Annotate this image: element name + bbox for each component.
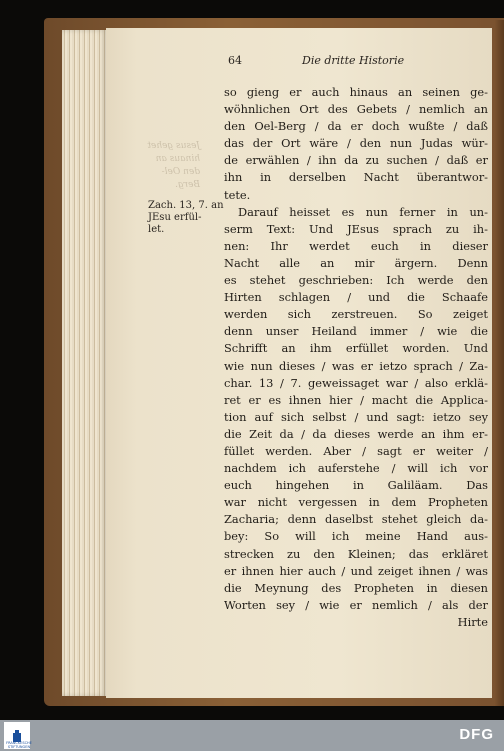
text-line: füllet werden. Aber / sagt er weiter /	[224, 443, 488, 458]
logo-text	[5, 741, 33, 749]
text-line: das der Ort wäre / den nun Judas wür-	[224, 136, 488, 151]
page-edges	[62, 30, 108, 696]
text-line: es stehet geschrieben: Ich werde den	[224, 273, 488, 288]
catchword: Hirte	[457, 614, 488, 629]
text-line: ret er es ihnen hier / macht die Applica-	[224, 392, 488, 407]
text-line: Hirten schlagen / und die Schaafe	[224, 290, 488, 305]
text-line: bey: So will ich meine Hand aus-	[224, 529, 488, 544]
text-line: denn unser Heiland immer / wie die	[224, 324, 488, 339]
text-line: den Oel-Berg / da er doch wußte / daß	[224, 119, 488, 134]
text-line: er ihnen hier auch / und zeiget ihnen / was	[224, 563, 488, 578]
text-line: war nicht vergessen in dem Propheten	[224, 495, 488, 510]
body-text	[224, 84, 488, 631]
text-line: serm Text: Und JEsus sprach zu ih-	[224, 221, 488, 236]
text-line: de erwählen / ihn da zu suchen / daß er	[224, 153, 488, 168]
margin-note-line: JEsu erfül-	[148, 212, 202, 223]
page-header	[226, 54, 488, 70]
text-line: so gieng er auch hinaus an seinen ge-	[224, 85, 488, 99]
text-line: Schrifft an ihm erfüllet worden. Und	[224, 341, 488, 356]
page-number: 64	[228, 54, 242, 67]
book-cover-edge	[494, 20, 504, 706]
text-line: die Meynung des Propheten in diesen	[224, 580, 488, 595]
text-line: wie nun dieses / was er ietzo sprach / Za-	[224, 358, 488, 373]
show-through-text: Jesus gehet hinaus an den Oel-Berg.	[147, 141, 200, 190]
text-line: char. 13 / 7. geweissaget war / also erklä-	[224, 375, 488, 390]
text-line: Zacharia; denn daselbst stehet gleich da-	[224, 512, 488, 527]
text-line: Darauf heisset es nun ferner in un-	[238, 204, 488, 219]
text-line: wöhnlichen Ort des Gebets / nemlich an	[224, 102, 488, 117]
text-line: nen: Ihr werdet euch in dieser	[224, 238, 488, 253]
margin-note-line: Zach. 13, 7. an	[148, 200, 224, 211]
text-line: euch hingehen in Galiläam. Das	[224, 478, 488, 493]
logo-text-line: FRANCKESCHE	[6, 741, 32, 745]
text-line: ihn in derselben Nacht überantwor-	[224, 170, 488, 185]
dfg-logo: DFG	[459, 726, 494, 743]
text-line: nachdem ich auferstehe / will ich vor	[224, 461, 488, 476]
margin-note-line: let.	[148, 224, 165, 235]
text-line: werden sich zerstreuen. So zeiget	[224, 307, 488, 322]
text-line: strecken zu den Kleinen; das erkläret	[224, 546, 488, 561]
text-line: tete.	[224, 187, 251, 202]
text-line: Worten sey / wie er nemlich / als der	[224, 597, 488, 612]
running-title: Die dritte Historie	[302, 54, 405, 67]
text-line: die Zeit da / da dieses werde an ihm er-	[224, 426, 488, 441]
logo-text-line: STIFTUNGEN	[7, 745, 31, 749]
institution-logo	[4, 722, 30, 749]
text-line: Nacht alle an mir ärgern. Denn	[224, 255, 488, 270]
viewer-footer	[0, 720, 504, 751]
text-line: tion auf sich selbst / und sagt: ietzo sey	[224, 409, 488, 424]
margin-note	[148, 200, 226, 236]
